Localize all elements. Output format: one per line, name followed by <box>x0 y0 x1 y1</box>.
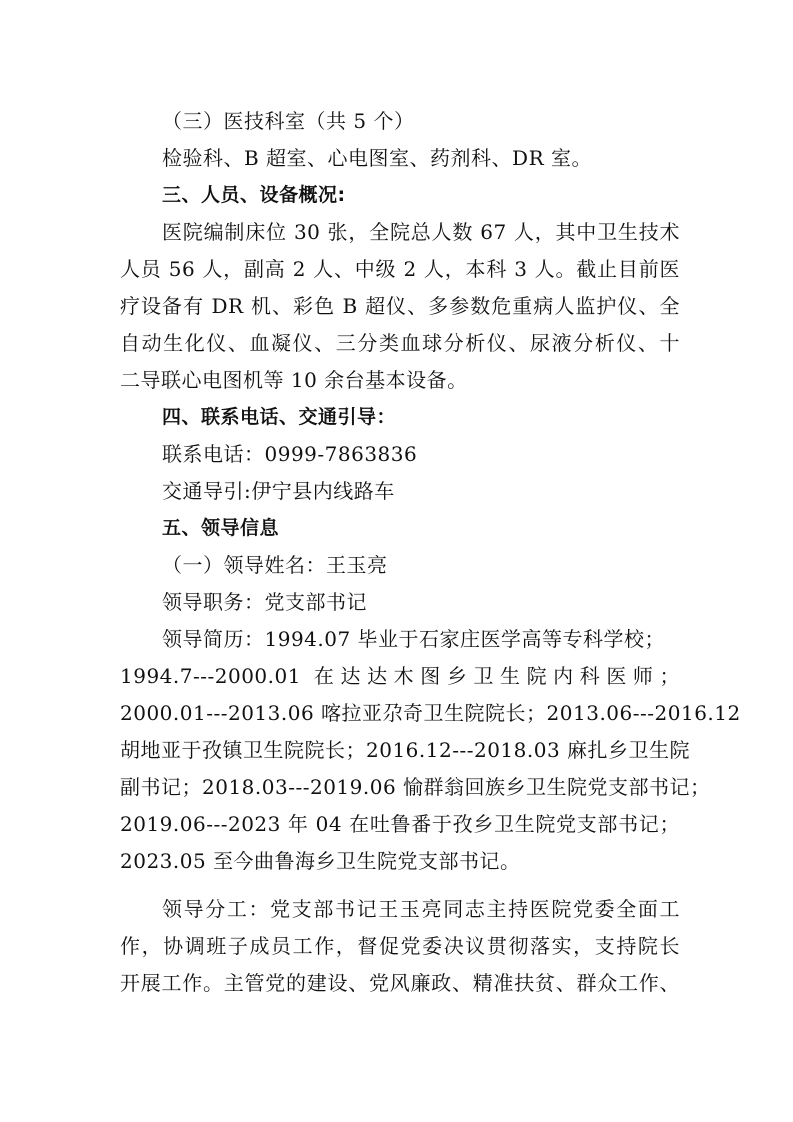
resume-line: 领导简历：1994.07 毕业于石家庄医学高等专科学校； <box>162 627 666 651</box>
resume-line: 胡地亚于孜镇卫生院院长；2016.12---2018.03 麻扎乡卫生院 <box>120 738 691 762</box>
division-line: 开展工作。主管党的建设、党风廉政、精准扶贫、群众工作、 <box>120 971 680 995</box>
resume-line: 2000.01---2013.06 喀拉亚尕奇卫生院院长；2013.06---2016.12 <box>120 701 741 725</box>
division-line: 作，协调班子成员工作，督促党委决议贯彻落实，支持院长 <box>120 934 680 958</box>
staff-paragraph-line: 人员 56 人，副高 2 人、中级 2 人，本科 3 人。截止目前医 <box>120 257 680 281</box>
med-tech-list: 检验科、B 超室、心电图室、药剂科、DR 室。 <box>162 146 593 170</box>
division-line: 领导分工：党支部书记王玉亮同志主持医院党委全面工 <box>162 897 680 921</box>
staff-paragraph-line: 二导联心电图机等 10 余台基本设备。 <box>120 368 468 392</box>
staff-paragraph-line: 医院编制床位 30 张，全院总人数 67 人，其中卫生技术 <box>162 220 680 244</box>
section-heading-leader: 五、领导信息 <box>162 517 280 539</box>
staff-paragraph-line: 自动生化仪、血凝仪、三分类血球分析仪、尿液分析仪、十 <box>120 331 680 355</box>
section-heading-staff-equipment: 三、人员、设备概况: <box>162 184 346 206</box>
resume-line: 2019.06---2023 年 04 在吐鲁番于孜乡卫生院党支部书记； <box>120 812 680 836</box>
leader-title-line: 领导职务：党支部书记 <box>162 590 367 614</box>
staff-paragraph-line: 疗设备有 DR 机、彩色 B 超仪、多参数危重病人监护仪、全 <box>120 294 680 318</box>
med-tech-heading: （三）医技科室（共 5 个） <box>162 109 415 133</box>
resume-line: 1994.7---2000.01 在达达木图乡卫生院内科医师； <box>120 664 680 688</box>
phone-line: 联系电话：0999-7863836 <box>162 442 418 466</box>
section-heading-contact: 四、联系电话、交通引导： <box>162 406 397 428</box>
resume-line: 副书记；2018.03---2019.06 愉群翁回族乡卫生院党支部书记； <box>120 775 711 799</box>
leader-name-line: （一）领导姓名：王玉亮 <box>162 553 388 577</box>
resume-line: 2023.05 至今曲鲁海乡卫生院党支部书记。 <box>120 849 521 873</box>
transport-line: 交通导引:伊宁县内线路车 <box>162 479 395 503</box>
